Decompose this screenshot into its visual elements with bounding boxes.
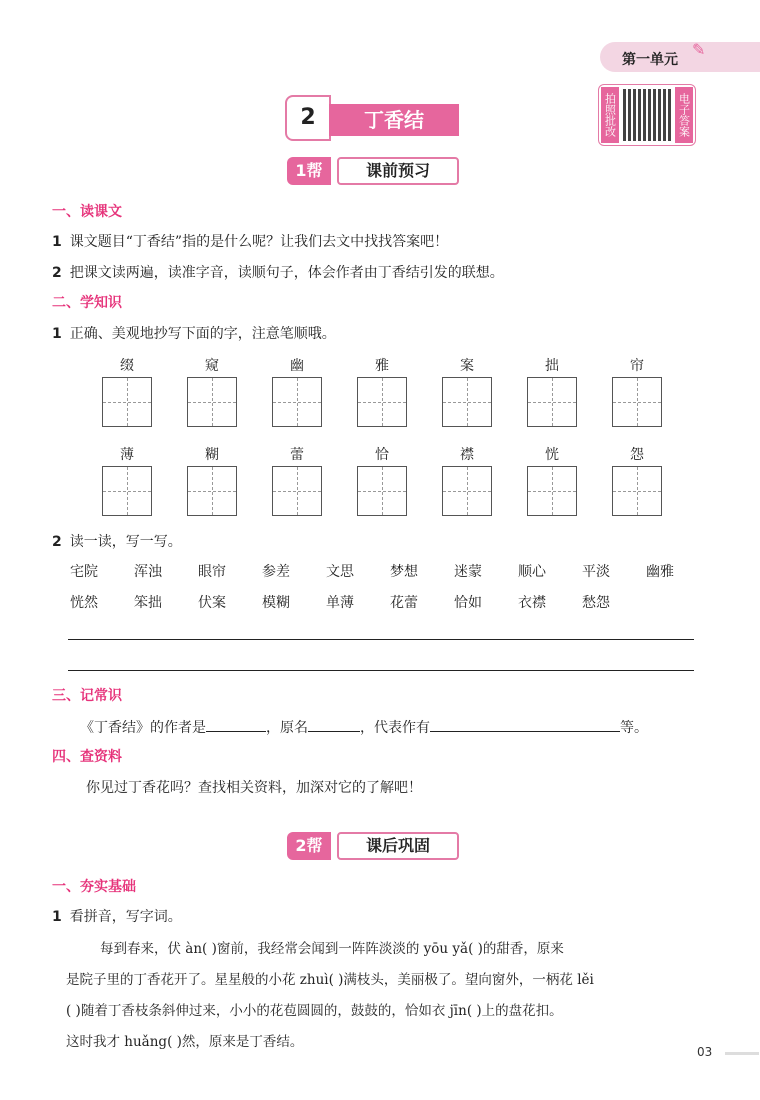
- word: 梦想: [390, 564, 418, 580]
- writing-grid[interactable]: [272, 377, 322, 427]
- writing-grid[interactable]: [612, 377, 662, 427]
- word: 眼帘: [198, 564, 226, 580]
- research-text: 你见过丁香花吗？查找相关资料，加深对它的了解吧！: [86, 780, 422, 796]
- char-cell: [442, 355, 492, 427]
- char-label: 恍: [545, 447, 559, 463]
- learn-heading: 二、学知识: [52, 295, 122, 311]
- writing-grid[interactable]: [272, 466, 322, 516]
- pinyin-q1: [52, 906, 182, 926]
- char-label: 糊: [205, 447, 219, 463]
- qr-right-label: 电子答案: [675, 87, 693, 143]
- common-text-d: 等。: [620, 720, 648, 736]
- char-label: 雅: [375, 358, 389, 374]
- word: 文思: [326, 564, 354, 580]
- q-number: 1: [52, 326, 62, 342]
- char-label: 缀: [120, 358, 134, 374]
- passage-line-3: ( )随着丁香枝条斜伸过来，小小的花苞圆圆的，鼓鼓的，恰如衣 jīn( )上的盘花扣。: [66, 1003, 563, 1019]
- char-label: 帘: [630, 358, 644, 374]
- lesson-number: 2: [285, 95, 331, 141]
- word: 平淡: [582, 564, 610, 580]
- char-cell: [187, 444, 237, 516]
- char-grid-row-1: [102, 355, 662, 427]
- char-label: 案: [460, 358, 474, 374]
- read-heading: 一、读课文: [52, 204, 122, 220]
- page-number: 03: [697, 1045, 713, 1059]
- read-q2: [52, 262, 504, 282]
- word: 参差: [262, 564, 290, 580]
- learn-q1-text: 正确、美观地抄写下面的字，注意笔顺哦。: [69, 326, 336, 342]
- char-cell: [102, 444, 152, 516]
- word: 单薄: [326, 595, 354, 611]
- qr-panel[interactable]: [598, 84, 696, 146]
- word: 幽雅: [646, 564, 674, 580]
- word-row-1: [70, 561, 696, 581]
- char-label: 窥: [205, 358, 219, 374]
- section-label: 课前预习: [337, 157, 459, 185]
- passage-line-2: 是院子里的丁香花开了。星星般的小花 zhuì( )满枝头，美丽极了。望向窗外，一柄花 lěi: [66, 972, 594, 988]
- q-number: 1: [52, 234, 62, 250]
- pinyin-q1-text: 看拼音，写字词。: [69, 909, 182, 925]
- char-cell: [102, 355, 152, 427]
- char-label: 拙: [545, 358, 559, 374]
- original-name-blank[interactable]: [308, 716, 360, 732]
- section-banner-1: [287, 157, 459, 185]
- passage-line-1: 每到春来，伏 àn( )窗前，我经常会闻到一阵阵淡淡的 yōu yǎ( )的甜香，原来: [100, 941, 564, 957]
- word: 恍然: [70, 595, 98, 611]
- word: 顺心: [518, 564, 546, 580]
- word-row-2: [70, 592, 646, 612]
- word: 宅院: [70, 564, 98, 580]
- lesson-title: 丁香结: [329, 104, 459, 136]
- writing-grid[interactable]: [357, 377, 407, 427]
- writing-grid[interactable]: [357, 466, 407, 516]
- section-number: 2帮: [287, 832, 331, 860]
- word: 衣襟: [518, 595, 546, 611]
- read-q2-text: 把课文读两遍，读准字音，读顺句子，体会作者由丁香结引发的联想。: [69, 265, 504, 281]
- char-label: 幽: [290, 358, 304, 374]
- common-text-a: 《丁香结》的作者是: [80, 720, 206, 736]
- char-cell: [612, 355, 662, 427]
- word: 愁怨: [582, 595, 610, 611]
- works-blank[interactable]: [430, 716, 620, 732]
- char-cell: [272, 444, 322, 516]
- qr-code-icon[interactable]: [623, 89, 671, 141]
- q-number: 1: [52, 909, 62, 925]
- writing-grid[interactable]: [187, 377, 237, 427]
- word: 伏案: [198, 595, 226, 611]
- writing-grid[interactable]: [102, 377, 152, 427]
- word: 模糊: [262, 595, 290, 611]
- char-label: 怨: [630, 447, 644, 463]
- writing-grid[interactable]: [527, 377, 577, 427]
- q-number: 2: [52, 265, 62, 281]
- writing-grid[interactable]: [612, 466, 662, 516]
- research-heading: 四、查资料: [52, 749, 122, 765]
- writing-grid[interactable]: [442, 377, 492, 427]
- word: 恰如: [454, 595, 482, 611]
- char-label: 薄: [120, 447, 134, 463]
- qr-left-label: 拍照批改: [601, 87, 619, 143]
- basic-heading: 一、夯实基础: [52, 879, 136, 895]
- passage-line-4: 这时我才 huǎng( )然，原来是丁香结。: [66, 1034, 304, 1050]
- char-cell: [527, 355, 577, 427]
- read-q1: [52, 231, 448, 251]
- char-cell: [612, 444, 662, 516]
- char-cell: [357, 355, 407, 427]
- learn-q1: [52, 323, 336, 343]
- section-label: 课后巩固: [337, 832, 459, 860]
- unit-label: 第一单元: [622, 52, 678, 68]
- char-label: 襟: [460, 447, 474, 463]
- section-banner-2: [287, 832, 459, 860]
- char-label: 蕾: [290, 447, 304, 463]
- char-cell: [527, 444, 577, 516]
- common-text-c: ，代表作有: [360, 720, 430, 736]
- feather-icon: ✎: [692, 40, 706, 59]
- writing-grid[interactable]: [102, 466, 152, 516]
- word: 花蕾: [390, 595, 418, 611]
- writing-line[interactable]: [68, 670, 694, 671]
- char-cell: [187, 355, 237, 427]
- learn-q2: [52, 531, 182, 551]
- learn-q2-text: 读一读，写一写。: [69, 534, 182, 550]
- char-cell: [357, 444, 407, 516]
- section-number: 1帮: [287, 157, 331, 185]
- word: 迷蒙: [454, 564, 482, 580]
- char-cell: [442, 444, 492, 516]
- author-blank[interactable]: [206, 716, 266, 732]
- q-number: 2: [52, 534, 62, 550]
- char-cell: [272, 355, 322, 427]
- writing-grid[interactable]: [527, 466, 577, 516]
- common-sentence: [80, 716, 648, 737]
- writing-grid[interactable]: [187, 466, 237, 516]
- common-text-b: ，原名: [266, 720, 308, 736]
- read-q1-text: 课文题目“丁香结”指的是什么呢？让我们去文中找找答案吧！: [69, 234, 449, 250]
- char-grid-row-2: [102, 444, 662, 516]
- writing-grid[interactable]: [442, 466, 492, 516]
- writing-line[interactable]: [68, 639, 694, 640]
- word: 浑浊: [134, 564, 162, 580]
- word: 笨拙: [134, 595, 162, 611]
- common-heading: 三、记常识: [52, 688, 122, 704]
- char-label: 恰: [375, 447, 389, 463]
- page-line: [725, 1052, 759, 1055]
